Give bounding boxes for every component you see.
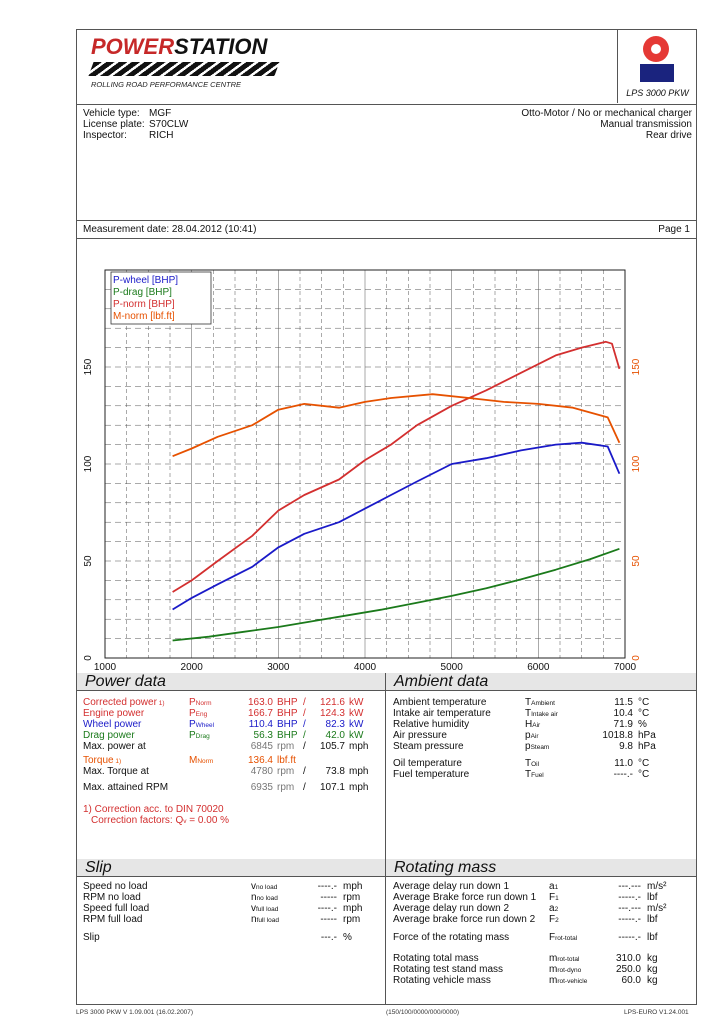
- power-sep: /: [303, 730, 306, 741]
- model-name: LPS 3000 PKW: [626, 88, 689, 98]
- max-torque-mph-unit: mph: [349, 766, 369, 777]
- slip-symbol: vfull load: [251, 903, 279, 914]
- power-label: Max. power at: [83, 741, 146, 752]
- rotating-unit: m/s²: [647, 903, 667, 914]
- ambient-label: Air pressure: [393, 730, 447, 741]
- ambient-unit: °C: [638, 769, 650, 780]
- ambient-symbol: pAir: [525, 730, 539, 741]
- rotating-symbol: F2: [549, 914, 559, 925]
- max-rpm-value: 6935: [250, 782, 273, 793]
- ambient-value: 9.8: [619, 741, 633, 752]
- power-label: Corrected power 1): [83, 697, 165, 708]
- rotating-unit: lbf: [647, 892, 658, 903]
- max-rpm-unit: rpm: [277, 782, 295, 793]
- drive-type: Rear drive: [645, 130, 692, 141]
- rotating-label: Average brake force run down 2: [393, 914, 536, 925]
- legend-entry: P-norm [BHP]: [113, 299, 175, 310]
- y-tick-label-left: 100: [83, 455, 94, 473]
- correction-factors: Correction factors: Qv = 0.00 %: [91, 815, 230, 826]
- ambient-label: Steam pressure: [393, 741, 464, 752]
- max-rpm-mph: 107.1: [319, 782, 345, 793]
- slip-total-value: ---.-: [320, 932, 337, 943]
- x-tick-label: 3000: [267, 662, 290, 673]
- ambient-unit: °C: [638, 758, 650, 769]
- rotating-symbol: mrot-total: [549, 953, 580, 964]
- slip-symbol: nno load: [251, 892, 278, 903]
- x-tick-label: 2000: [180, 662, 203, 673]
- series-line: [173, 443, 620, 610]
- report-sheet: [76, 29, 697, 1005]
- dyno-chart-area: [77, 238, 696, 674]
- power-unit-1: BHP: [277, 708, 298, 719]
- ambient-data-title: Ambient data: [386, 673, 696, 691]
- section-divider: [385, 673, 386, 859]
- rotating-value: -----.-: [618, 932, 641, 943]
- rotating-symbol: mrot-dyno: [549, 964, 582, 975]
- power-value-2: 42.0: [325, 730, 345, 741]
- ambient-value: 10.4: [613, 708, 633, 719]
- y-tick-label-right: 100: [631, 455, 642, 473]
- rotating-value: ---.---: [618, 903, 641, 914]
- slip-value: -----: [320, 914, 337, 925]
- correction-note: 1) Correction acc. to DIN 70020: [83, 804, 224, 815]
- ambient-symbol: TFuel: [525, 769, 544, 780]
- ambient-value: 11.0: [614, 758, 633, 769]
- section-divider: [385, 859, 386, 1005]
- rotating-value: -----.-: [618, 914, 641, 925]
- x-tick-label: 5000: [440, 662, 463, 673]
- powerstation-logo: POWERSTATION: [91, 34, 268, 59]
- rotating-mass-title: Rotating mass: [386, 859, 696, 877]
- ambient-label: Fuel temperature: [393, 769, 470, 780]
- max-torque-rpm: 4780: [250, 766, 273, 777]
- torque-label: Torque 1): [83, 755, 122, 766]
- maha-seal-icon: [643, 36, 669, 62]
- ambient-unit: %: [638, 719, 647, 730]
- x-tick-label: 7000: [613, 662, 637, 673]
- power-symbol: PWheel: [189, 719, 215, 730]
- slip-unit: rpm: [343, 914, 361, 925]
- max-torque-sep: /: [303, 766, 306, 777]
- power-value-2: 105.7: [319, 741, 345, 752]
- rotating-value: 250.0: [615, 964, 641, 975]
- max-torque-label: Max. Torque at: [83, 766, 149, 777]
- rotating-value: 60.0: [621, 975, 641, 986]
- max-rpm-sep: /: [303, 782, 306, 793]
- rotating-symbol: a2: [549, 903, 559, 914]
- y-tick-label-right: 50: [631, 555, 642, 567]
- power-unit-2: kW: [349, 697, 364, 708]
- rotating-label: Average delay run down 1: [393, 881, 510, 892]
- legend-entry: P-wheel [BHP]: [113, 275, 179, 286]
- power-value-2: 82.3: [325, 719, 345, 730]
- ambient-value: ----.-: [613, 769, 633, 780]
- ambient-value: 1018.8: [602, 730, 633, 741]
- power-unit-2: kW: [349, 708, 364, 719]
- series-line: [173, 549, 620, 641]
- torque-symbol: MNorm: [189, 755, 214, 766]
- engine-type: Otto-Motor / No or mechanical charger: [521, 108, 692, 119]
- y-tick-label-right: 0: [631, 655, 642, 661]
- x-tick-label: 4000: [353, 662, 377, 673]
- slip-label: Speed no load: [83, 881, 148, 892]
- slip-total-unit: %: [343, 932, 352, 943]
- vehicle-info: [77, 104, 696, 221]
- slip-symbol: nfull load: [251, 914, 279, 925]
- rotating-label: Force of the rotating mass: [393, 932, 510, 943]
- ambient-value: 11.5: [614, 697, 633, 708]
- x-tick-label: 1000: [93, 662, 117, 673]
- legend-entry: M-norm [lbf.ft]: [113, 311, 175, 322]
- rotating-label: Average Brake force run down 1: [393, 892, 537, 903]
- rotating-unit: m/s²: [647, 881, 667, 892]
- power-unit-2: mph: [349, 741, 369, 752]
- torque-value: 136.4: [247, 755, 273, 766]
- rotating-label: Rotating total mass: [393, 953, 479, 964]
- power-ambient-section: [77, 673, 696, 860]
- footer-code: (150/100/0000/000/0000): [386, 1009, 460, 1016]
- ambient-label: Ambient temperature: [393, 697, 487, 708]
- max-rpm-mph-unit: mph: [349, 782, 369, 793]
- measurement-date: Measurement date: 28.04.2012 (10:41): [83, 224, 257, 235]
- max-torque-mph: 73.8: [325, 766, 345, 777]
- power-label: Engine power: [83, 708, 145, 719]
- power-value-2: 124.3: [319, 708, 345, 719]
- rotating-unit: lbf: [647, 932, 658, 943]
- power-sep: /: [303, 719, 306, 730]
- power-unit-1: BHP: [277, 730, 298, 741]
- power-symbol: PDrag: [189, 730, 210, 741]
- ambient-symbol: HAir: [525, 719, 541, 730]
- rotating-symbol: Frot-total: [549, 932, 578, 943]
- ambient-label: Relative humidity: [393, 719, 470, 730]
- slip-unit: rpm: [343, 892, 361, 903]
- power-data-title: Power data: [77, 673, 385, 691]
- slip-value: -----: [320, 892, 337, 903]
- slip-total-label: Slip: [83, 932, 100, 943]
- torque-unit: lbf.ft: [277, 755, 296, 766]
- power-symbol: PEng: [189, 708, 208, 719]
- rotating-symbol: F1: [549, 892, 559, 903]
- maha-logo-icon: [640, 64, 674, 82]
- report-header: [77, 30, 696, 105]
- transmission-type: Manual transmission: [600, 119, 692, 130]
- slip-label: Speed full load: [83, 903, 150, 914]
- x-tick-label: 6000: [527, 662, 550, 673]
- slip-value: ----.-: [317, 881, 337, 892]
- slip-unit: mph: [343, 881, 363, 892]
- y-tick-label-left: 150: [83, 358, 94, 376]
- power-sep: /: [303, 741, 306, 752]
- y-tick-label-left: 50: [83, 555, 94, 567]
- slip-title: Slip: [77, 859, 385, 877]
- checkered-flag-graphic: [88, 62, 279, 76]
- inspector-row: Inspector: RICH: [83, 130, 174, 141]
- license-plate-row: License plate: S70CLW: [83, 119, 189, 130]
- logo-subtitle: ROLLING ROAD PERFORMANCE CENTRE: [91, 80, 242, 89]
- footer-euro-version: LPS-EURO V1.24.001: [624, 1009, 689, 1016]
- rotating-unit: kg: [647, 953, 658, 964]
- ambient-unit: °C: [638, 697, 650, 708]
- rotating-unit: kg: [647, 975, 658, 986]
- power-unit-2: kW: [349, 730, 364, 741]
- rotating-unit: kg: [647, 964, 658, 975]
- ambient-unit: hPa: [638, 741, 656, 752]
- ambient-unit: hPa: [638, 730, 656, 741]
- max-torque-rpm-unit: rpm: [277, 766, 295, 777]
- legend-entry: P-drag [BHP]: [113, 287, 172, 298]
- slip-rotating-section: [77, 859, 696, 1005]
- rotating-label: Rotating vehicle mass: [393, 975, 491, 986]
- power-sep: /: [303, 708, 306, 719]
- rotating-symbol: mrot-vehicle: [549, 975, 588, 986]
- power-label: Drag power: [83, 730, 135, 741]
- rotating-unit: lbf: [647, 914, 658, 925]
- power-value-1: 6845: [250, 741, 273, 752]
- slip-value: ----.-: [317, 903, 337, 914]
- slip-label: RPM full load: [83, 914, 143, 925]
- rotating-value: -----.-: [618, 892, 641, 903]
- vehicle-type-row: Vehicle type: MGF: [83, 108, 172, 119]
- maha-brand-box: [617, 30, 697, 103]
- footer-version: LPS 3000 PKW V 1.09.001 (16.02.2007): [76, 1009, 194, 1016]
- max-rpm-label: Max. attained RPM: [83, 782, 169, 793]
- ambient-label: Oil temperature: [393, 758, 462, 769]
- slip-symbol: vno load: [251, 881, 278, 892]
- rotating-value: ---.---: [618, 881, 641, 892]
- power-symbol: PNorm: [189, 697, 212, 708]
- power-value-2: 121.6: [319, 697, 345, 708]
- ambient-symbol: TAmbient: [525, 697, 555, 708]
- power-unit-1: BHP: [277, 697, 298, 708]
- ambient-symbol: pSteam: [525, 741, 550, 752]
- y-tick-label-right: 150: [631, 358, 642, 376]
- power-unit-2: kW: [349, 719, 364, 730]
- y-tick-label-left: 0: [83, 655, 94, 661]
- rotating-value: 310.0: [615, 953, 641, 964]
- ambient-label: Intake air temperature: [393, 708, 491, 719]
- rotating-symbol: a1: [549, 881, 559, 892]
- rotating-label: Rotating test stand mass: [393, 964, 504, 975]
- rotating-label: Average delay run down 2: [393, 903, 510, 914]
- ambient-symbol: TOil: [525, 758, 540, 769]
- page-number: Page 1: [658, 224, 690, 235]
- power-value-1: 56.3: [253, 730, 273, 741]
- ambient-unit: °C: [638, 708, 650, 719]
- power-value-1: 166.7: [247, 708, 273, 719]
- power-value-1: 163.0: [247, 697, 273, 708]
- power-unit-1: rpm: [277, 741, 295, 752]
- ambient-symbol: TIntake air: [525, 708, 558, 719]
- power-value-1: 110.4: [248, 719, 273, 730]
- measurement-bar: [77, 220, 696, 239]
- slip-unit: mph: [343, 903, 363, 914]
- power-sep: /: [303, 697, 306, 708]
- series-line: [173, 342, 620, 592]
- slip-label: RPM no load: [83, 892, 141, 903]
- dyno-chart: [77, 238, 696, 673]
- power-label: Wheel power: [83, 719, 142, 730]
- power-unit-1: BHP: [277, 719, 298, 730]
- ambient-value: 71.9: [613, 719, 633, 730]
